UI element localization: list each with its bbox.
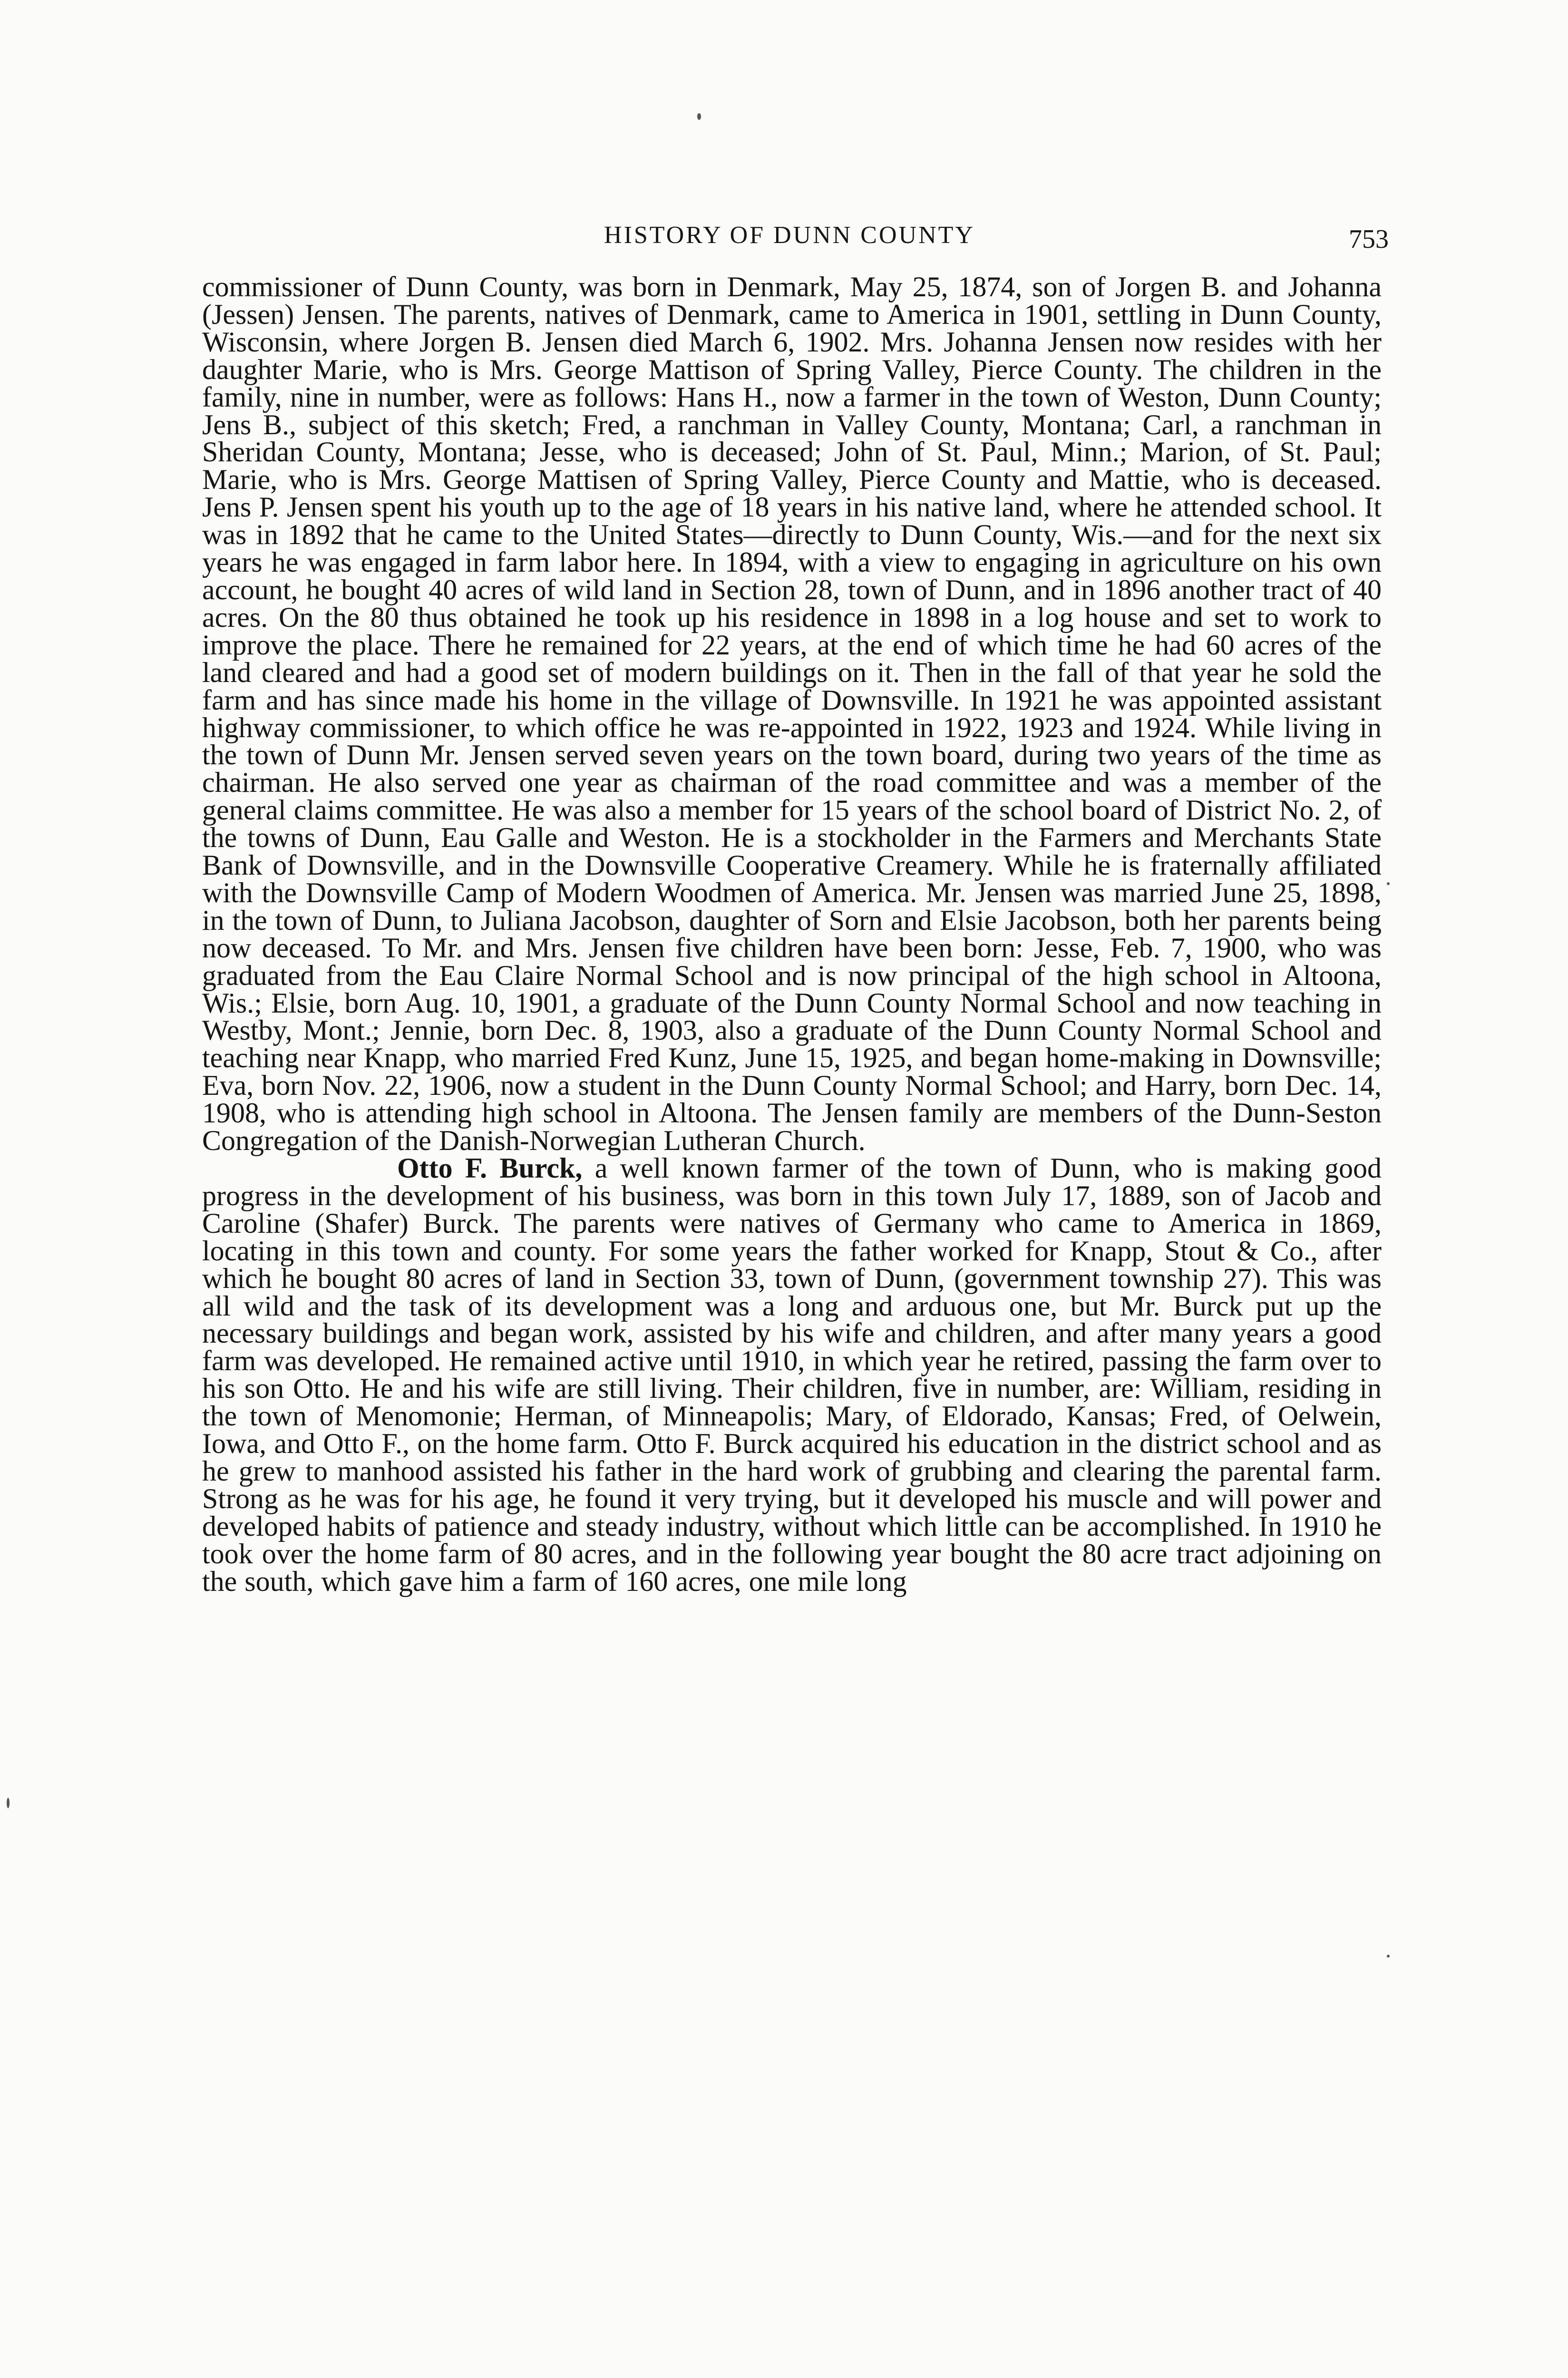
paragraph-lead-in: Otto F. Burck, — [397, 1152, 583, 1184]
paragraph-jensen: commissioner of Dunn County, was born in Denmark, May 25, 1874, son of Jorgen B. and Johanna (Jessen) Jensen. The parents, natives of Denmark, came to America in 1901, settling in Dunn County, Wisconsin, where Jorgen B. Jensen died March 6, 1902. Mrs. Johanna Jensen now resides with her daughter Marie, who is Mrs. George Mattison of Spring Valley, Pierce County. The children in the family, nine in number, were as follows: Hans H., now a farmer in the town of Weston, Dunn County; Jens B., subject of this sketch; Fred, a ranchman in Valley County, Montana; Carl, a ranchman in Sheridan County, Montana; Jesse, who is deceased; John of St. Paul, Minn.; Marion, of St. Paul; Marie, who is Mrs. George Mattisen of Spring Valley, Pierce County and Mattie, who is deceased. Jens P. Jensen spent his youth up to the age of 18 years in his native land, where he attended school. It was in 1892 that he came to the United States—directly to Dunn County, Wis.—and for the next six years he was engaged in farm labor here. In 1894, with a view to engaging in agriculture on his own account, he bought 40 acres of wild land in Section 28, town of Dunn, and in 1896 another tract of 40 acres. On the 80 thus obtained he took up his residence in 1898 in a log house and set to work to improve the place. There he remained for 22 years, at the end of which time he had 60 acres of the land cleared and had a good set of modern buildings on it. Then in the fall of that year he sold the farm and has since made his home in the village of Downsville. In 1921 he was appointed assistant highway commissioner, to which office he was re-appointed in 1922, 1923 and 1924. While living in the town of Dunn Mr. Jensen served seven years on the town board, during two years of the time as chairman. He also served one year as chairman of the road committee and was a member of the general claims committee. He was also a member for 15 years of the school board of District No. 2, of the towns of Dunn, Eau Galle and Weston. He is a stockholder in the Farmers and Merchants State Bank of Downsville, and in the Downsville Cooperative Creamery. While he is fraternally affiliated with the Downsville Camp of Modern Woodmen of America. Mr. Jensen was married June 25, 1898, in the town of Dunn, to Juliana Jacobson, daughter of Sorn and Elsie Jacobson, both her parents being now deceased. To Mr. and Mrs. Jensen five children have been born: Jesse, Feb. 7, 1900, who was graduated from the Eau Claire Normal School and is now principal of the high school in Altoona, Wis.; Elsie, born Aug. 10, 1901, a graduate of the Dunn County Normal School and now teaching in Westby, Mont.; Jennie, born Dec. 8, 1903, also a graduate of the Dunn County Normal School and teaching near Knapp, who married Fred Kunz, June 15, 1925, and began home-making in Downsville; Eva, born Nov. 22, 1906, now a student in the Dunn County Normal School; and Harry, born Dec. 14, 1908, who is attending high school in Altoona. The Jensen family are members of the Dunn-Seston Congregation of the Danish-Norwegian Lutheran Church. — [202, 271, 1382, 1157]
body-text — [202, 273, 1382, 1596]
page-number: 753 — [1349, 224, 1389, 254]
running-title: HISTORY OF DUNN COUNTY — [604, 222, 975, 249]
paragraph-burck — [202, 1152, 1382, 1597]
running-head — [200, 216, 1389, 254]
print-speck — [1387, 1955, 1390, 1958]
print-speck — [1387, 882, 1390, 885]
paragraph-burck-text: a well known farmer of the town of Dunn, who is making good progress in the development of his business, was born in this town July 17, 1889, son of Jacob and Caroline (Shafer) Burck. The parents were natives of Germany who came to America in 1869, locating in this town and county. For some years the father worked for Knapp, Stout & Co., after which he bought 80 acres of land in Section 33, town of Dunn, (government township 27). This was all wild and the task of its development was a long and arduous one, but Mr. Burck put up the necessary buildings and began work, assisted by his wife and children, and after many years a good farm was developed. He remained active until 1910, in which year he retired, passing the farm over to his son Otto. He and his wife are still living. Their children, five in number, are: William, residing in the town of Menomonie; Herman, of Minneapolis; Mary, of Eldorado, Kansas; Fred, of Oelwein, Iowa, and Otto F., on the home farm. Otto F. Burck acquired his education in the district school and as he grew to manhood assisted his father in the hard work of grubbing and clearing the parental farm. Strong as he was for his age, he found it very trying, but it developed his muscle and will power and developed habits of patience and steady industry, without which little can be accomplished. In 1910 he took over the home farm of 80 acres, and in the following year bought the 80 acre tract adjoining on the south, which gave him a farm of 160 acres, one mile long — [202, 1152, 1382, 1597]
print-speck — [7, 1798, 10, 1808]
print-speck — [697, 113, 701, 120]
